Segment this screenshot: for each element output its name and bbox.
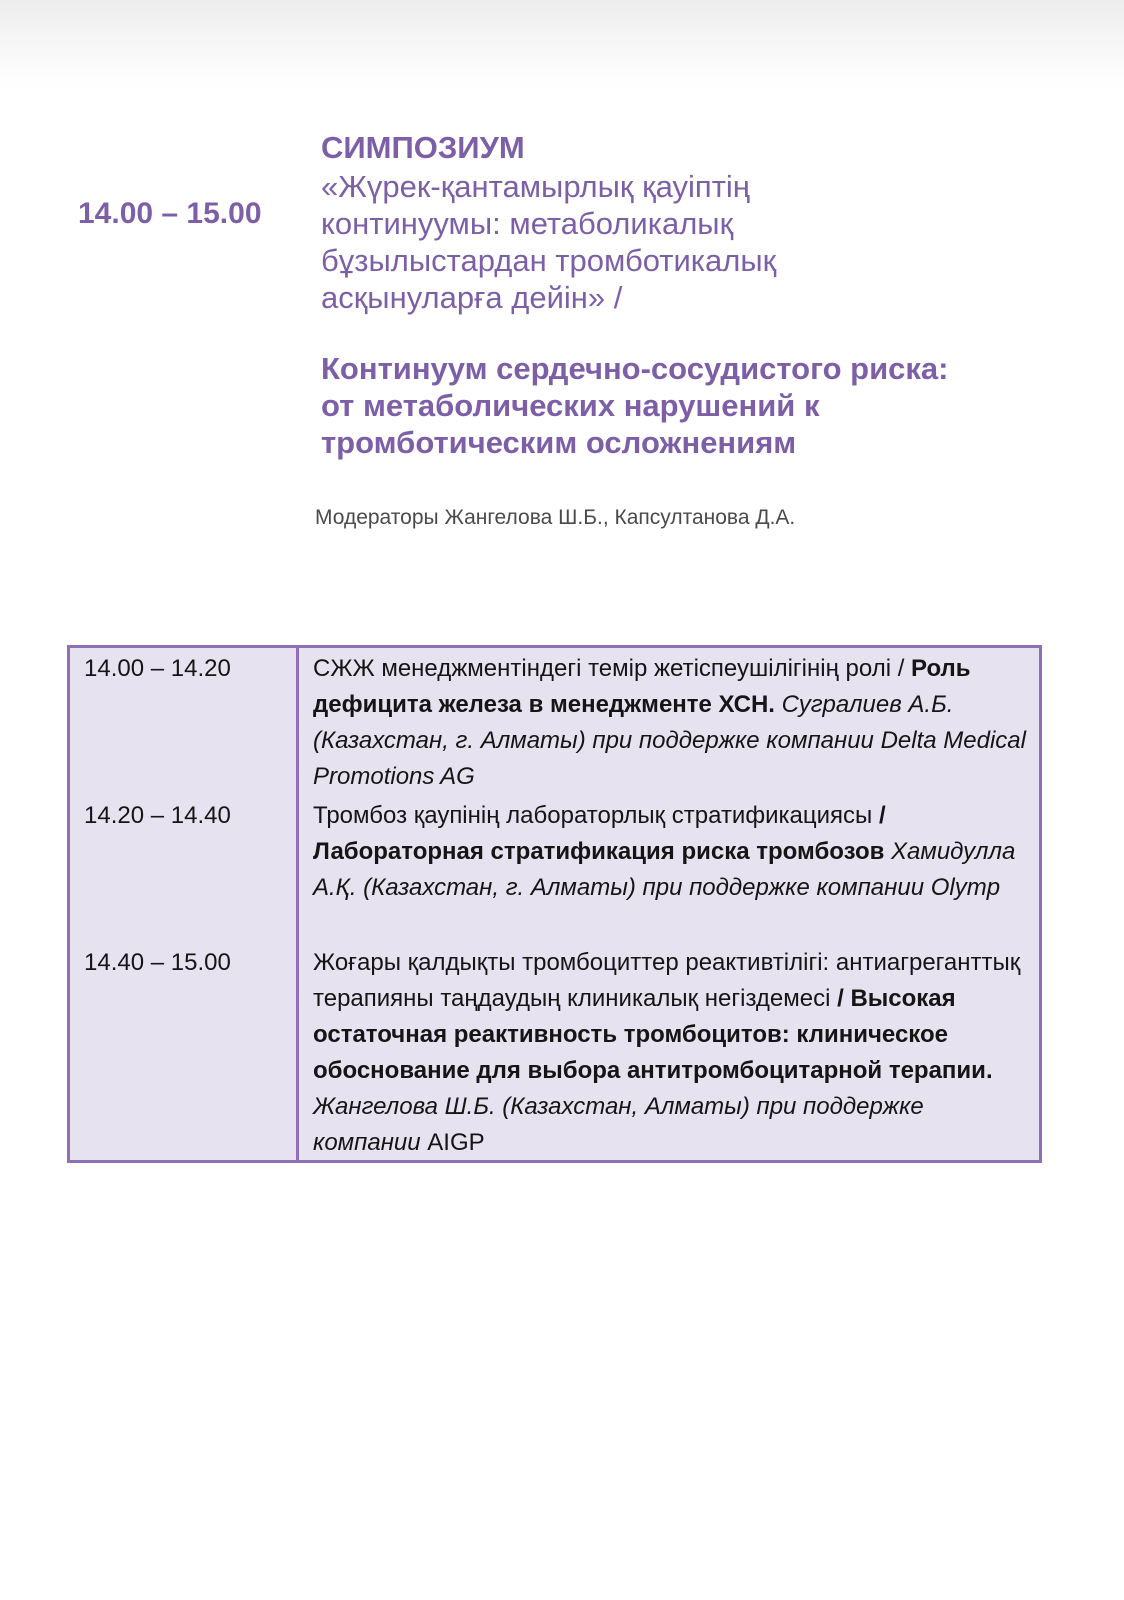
- talk-entry: [313, 942, 1031, 1161]
- talk-time: 14.20 – 14.40: [84, 802, 231, 829]
- talk-speaker: Сугралиев А.Б. (Казахстан, г. Алматы) при поддержке компании: [313, 691, 954, 754]
- talk-time: 14.40 – 15.00: [84, 949, 231, 976]
- talk-title-kz: Тромбоз қаупінің лабораторлық стратификациясы: [313, 802, 879, 829]
- talk-title-ru: / Высокая остаточная реактивность тромбоцитов: клиническое обоснование для выбора антитромбоцитарной терапии.: [313, 985, 993, 1084]
- time-column: [70, 648, 299, 1160]
- moderators: Модераторы Жангелова Ш.Б., Капсултанова Д.А.: [315, 506, 796, 529]
- session-title-kz: «Жүрек-қантамырлық қауіптің континуумы: метаболикалық бұзылыстардан тромботикалық асқынуларға дейін» /: [321, 169, 777, 315]
- talk-title-ru: Роль дефицита железа в менеджменте ХСН.: [313, 655, 971, 718]
- program-table: [67, 645, 1042, 1163]
- session-heading: [321, 128, 1041, 461]
- talk-speaker: Хамидулла А.Қ. (Казахстан, г. Алматы) при поддержке компании: [313, 838, 1016, 901]
- session-title-ru: Континуум сердечно-сосудистого риска: от метаболических нарушений к тромботическим осложнениям: [321, 351, 949, 460]
- session-time: 14.00 – 15.00: [78, 197, 262, 230]
- talk-time: 14.00 – 14.20: [84, 655, 231, 682]
- page-top-shadow: [0, 0, 1124, 90]
- talk-entry: [313, 795, 1031, 942]
- symposium-label: СИМПОЗИУМ: [321, 130, 525, 165]
- talk-speaker: Жангелова Ш.Б. (Казахстан, Алматы) при поддержке компании: [313, 1093, 924, 1156]
- talk-company: Delta Medical Promotions AG: [313, 727, 1026, 790]
- talk-title-kz: Жоғары қалдықты тромбоциттер реактивтілігі: антиагреганттық терапияны таңдаудың клиникалық негіздемесі: [313, 949, 1021, 1012]
- talk-company: AIGP: [420, 1129, 485, 1156]
- talk-title-kz: СЖЖ менеджментіндегі темір жетіспеушілігінің ролі /: [313, 655, 912, 682]
- talk-company: Olymp: [924, 874, 1001, 901]
- talk-entry: [313, 648, 1031, 795]
- talk-column: [299, 648, 1039, 1160]
- talk-title-ru: /Лабораторная стратификация риска тромбозов: [313, 802, 886, 865]
